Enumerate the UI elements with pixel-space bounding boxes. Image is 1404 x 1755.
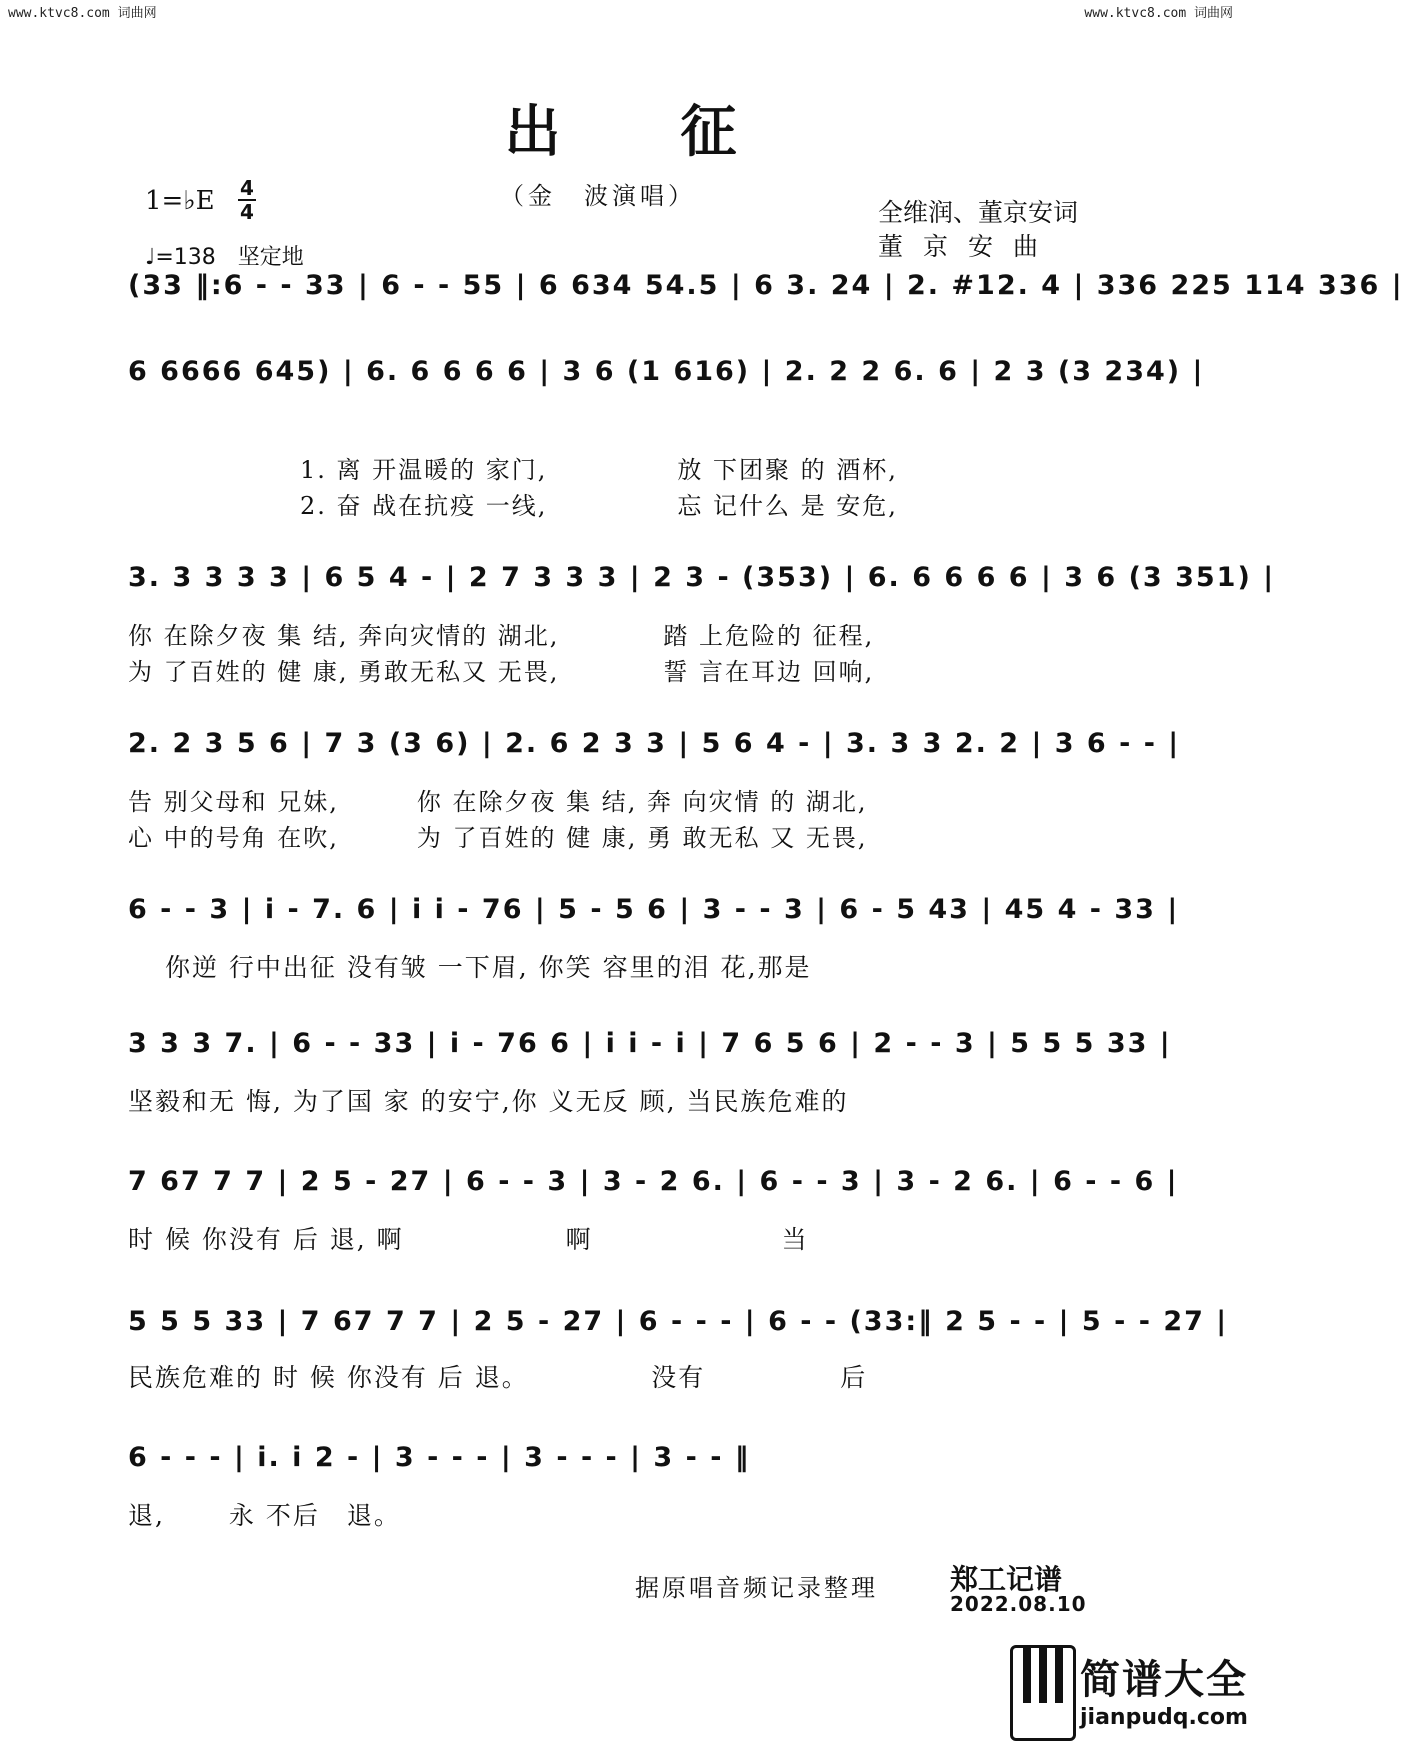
logo-url: jianpudq.com — [1080, 1705, 1248, 1730]
site-logo — [1010, 1640, 1248, 1750]
score-row-5 — [128, 890, 1180, 930]
notes: (33 ‖:6 - - 33 | 6 - - 55 | 6 634 54.5 | 6 3. 24 | 2. #12. 4 | 336 225 114 336 | — [128, 270, 1404, 301]
lyric-line: 坚毅和无 悔, 为了国 家 的安宁,你 义无反 顾, 当民族危难的 — [128, 1087, 849, 1116]
recorder-credit: 郑工记谱 — [950, 1563, 1063, 1596]
score-row-8 — [128, 1302, 1229, 1342]
piano-icon — [1010, 1645, 1076, 1741]
composer-credit: 董京安曲 — [878, 232, 1059, 261]
score-row-3 — [128, 558, 1276, 598]
time-sig-top: 4 — [240, 176, 254, 200]
lyric-line: 2. 奋 战在抗疫 一线, 忘 记什么 是 安危, — [300, 492, 898, 520]
tempo-marking: ♩=138 坚定地 — [145, 245, 304, 270]
score-row-4 — [128, 724, 1181, 764]
notes: 3 3 3 7. | 6 - - 33 | i - 76 6 | i i - i | 7 6 5 6 | 2 - - 3 | 5 5 5 33 | — [128, 1028, 1172, 1059]
score-row-2 — [128, 352, 1205, 392]
notes: 6 6666 645) | 6. 6 6 6 6 | 3 6 (1 616) | 2. 2 2 6. 6 | 2 3 (3 234) | — [128, 356, 1205, 387]
notes: 2. 2 3 5 6 | 7 3 (3 6) | 2. 6 2 3 3 | 5 6 4 - | 3. 3 3 2. 2 | 3 6 - - | — [128, 728, 1181, 759]
score-row-9 — [128, 1438, 1128, 1478]
score-row-6 — [128, 1024, 1172, 1064]
lyric-line: 告 别父母和 兄妹, 你 在除夕夜 集 结, 奔 向灾情 的 湖北, — [128, 788, 868, 816]
logo-text: 简谱大全 — [1080, 1657, 1248, 1703]
lyric-line: 你 在除夕夜 集 结, 奔向灾情的 湖北, 踏 上危险的 征程, — [128, 622, 875, 650]
lyric-line: 退, 永 不后 退。 — [128, 1501, 401, 1530]
notes: 5 5 5 33 | 7 67 7 7 | 2 5 - 27 | 6 - - - | 6 - - (33:‖ 2 5 - - | 5 - - 27 | — [128, 1306, 1229, 1337]
record-date: 2022.08.10 — [950, 1592, 1087, 1616]
time-sig-bottom: 4 — [240, 200, 254, 224]
credits — [878, 196, 1078, 264]
key-signature: 1=♭E — [145, 186, 215, 216]
lyric-line: 你逆 行中出征 没有皱 一下眉, 你笑 容里的泪 花,那是 — [128, 953, 812, 982]
lyric-line: 民族危难的 时 候 你没有 后 退。 没有 后 — [128, 1363, 868, 1392]
lyric-line: 心 中的号角 在吹, 为 了百姓的 健 康, 勇 敢无私 又 无畏, — [128, 824, 868, 852]
lyricist-credit: 全维润、董京安词 — [878, 198, 1079, 227]
notes: 6 - - 3 | i - 7. 6 | i i - 76 | 5 - 5 6 | 3 - - 3 | 6 - 5 43 | 45 4 - 33 | — [128, 894, 1180, 925]
song-title: 出征 — [504, 99, 857, 165]
lyric-line: 时 候 你没有 后 退, 啊 啊 当 — [128, 1225, 809, 1254]
source-note: 据原唱音频记录整理 — [635, 1574, 878, 1602]
singer-credit: （金 波演唱） — [500, 182, 696, 210]
site-header-left: www.ktvc8.com 词曲网 — [8, 6, 157, 21]
time-signature — [238, 178, 256, 222]
lyric-line: 1. 离 开温暖的 家门, 放 下团聚 的 酒杯, — [300, 456, 898, 484]
notes: 3. 3 3 3 3 | 6 5 4 - | 2 7 3 3 3 | 2 3 - (353) | 6. 6 6 6 6 | 3 6 (3 351) | — [128, 562, 1276, 593]
score-row-7 — [128, 1162, 1179, 1202]
notes: 7 67 7 7 | 2 5 - 27 | 6 - - 3 | 3 - 2 6. | 6 - - 3 | 3 - 2 6. | 6 - - 6 | — [128, 1166, 1179, 1197]
score-row-1 — [128, 266, 1404, 306]
site-header-right: www.ktvc8.com 词曲网 — [1084, 6, 1233, 21]
notes: 6 - - - | i. i 2 - | 3 - - - | 3 - - - | 3 - - ‖ — [128, 1442, 751, 1473]
lyric-line: 为 了百姓的 健 康, 勇敢无私又 无畏, 誓 言在耳边 回响, — [128, 658, 875, 686]
